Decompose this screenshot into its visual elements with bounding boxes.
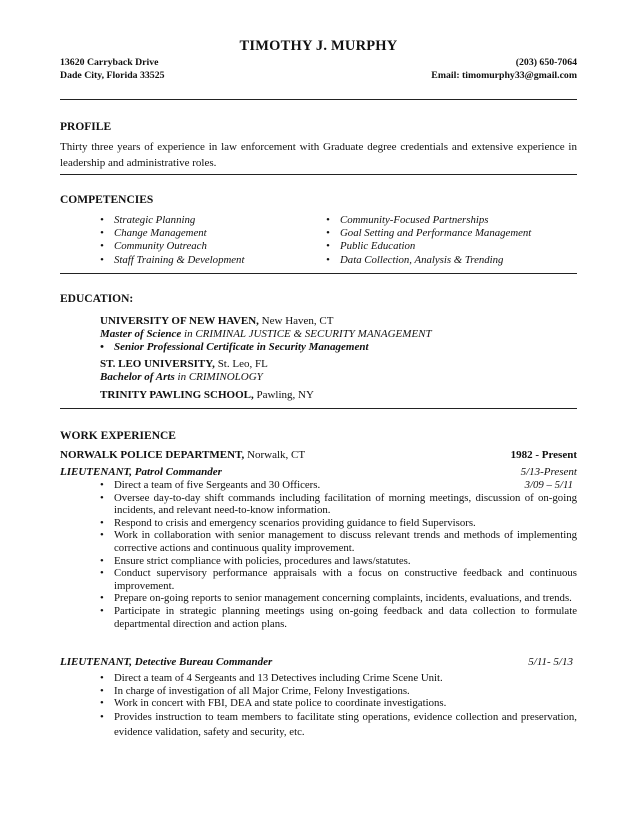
role-row: [60, 655, 577, 669]
list-item: • Participate in strategic planning meetings using on-going feedback and data collection to formulate departmental direction and action plans.: [100, 605, 577, 630]
address-city: Dade City, Florida 33525: [60, 70, 165, 81]
employer-location: Norwalk, CT: [244, 449, 306, 461]
competencies-heading: COMPETENCIES: [60, 194, 154, 206]
list-item: • Work in concert with FBI, DEA and state police to coordinate investigations.: [100, 697, 577, 710]
list-item: • Conduct supervisory performance appraisals with a focus on constructive feedback and continuous improvement.: [100, 567, 577, 592]
education-trinity: [100, 389, 432, 402]
role-dates: 5/11- 5/13: [528, 656, 573, 668]
list-item: • Direct a team of five Sergeants and 30 Officers.: [100, 479, 577, 492]
list-item: • Work in collaboration with senior management to discuss relevant trends and methods of implementing corrective actions and continuous quality improvement.: [100, 529, 577, 554]
certificate-list: [100, 341, 432, 354]
contact-block: [431, 56, 577, 82]
school-location: New Haven, CT: [258, 315, 334, 327]
role-title: LIEUTENANT, Detective Bureau Commander: [60, 656, 273, 668]
list-item: • Provides instruction to team members to facilitate sting operations, evidence collection and preservation, evidence validation, safety and security, etc.: [100, 710, 577, 741]
list-item: • Community Outreach: [100, 240, 244, 253]
education-heading: EDUCATION:: [60, 293, 134, 305]
candidate-name: TIMOTHY J. MURPHY: [239, 38, 398, 54]
list-item: • Oversee day-to-day shift commands including facilitation of morning meetings, discussion of on-going incidents, and relevant need-to-know information.: [100, 492, 577, 517]
degree-name: Bachelor of Arts: [100, 370, 175, 383]
role1-duties: [100, 479, 577, 630]
employer-name: NORWALK POLICE DEPARTMENT,: [60, 449, 245, 461]
competencies-left-list: [100, 214, 244, 267]
list-item: • Public Education: [326, 240, 531, 253]
divider: [60, 273, 577, 274]
list-item: • Staff Training & Development: [100, 254, 244, 267]
education-unh: [100, 315, 432, 328]
degree-line: [100, 328, 432, 341]
list-item: • Prepare on-going reports to senior management concerning complaints, incidents, evaluations, and trends.: [100, 592, 577, 605]
school-name: ST. LEO UNIVERSITY,: [100, 357, 215, 370]
role-dates: 5/13-Present: [520, 466, 577, 478]
divider: [60, 174, 577, 175]
list-item: • Goal Setting and Performance Management: [326, 227, 531, 240]
address-street: 13620 Carryback Drive: [60, 57, 159, 68]
list-item: • Change Management: [100, 227, 244, 240]
education-stleo: [100, 358, 432, 371]
education-entries: [100, 315, 432, 402]
work-heading: WORK EXPERIENCE: [60, 430, 176, 442]
degree-field: in CRIMINAL JUSTICE & SECURITY MANAGEMENT: [181, 328, 432, 341]
email-address: Email: timomurphy33@gmail.com: [431, 70, 577, 81]
profile-heading: PROFILE: [60, 121, 112, 133]
school-location: Pawling, NY: [253, 389, 314, 402]
employer-dates: 1982 - Present: [510, 449, 577, 461]
role-row: [60, 465, 577, 479]
degree-line: [100, 371, 432, 384]
list-item: • Direct a team of 4 Sergeants and 13 Detectives including Crime Scene Unit.: [100, 672, 577, 685]
school-location: St. Leo, FL: [214, 357, 268, 370]
divider: [60, 408, 577, 409]
degree-name: Master of Science: [100, 328, 182, 341]
competencies-right-list: [326, 214, 531, 267]
list-item: • In charge of investigation of all Major Crime, Felony Investigations.: [100, 685, 577, 698]
role-dates-secondary: 3/09 – 5/11: [524, 479, 573, 491]
certificate-item: • Senior Professional Certificate in Security Management: [100, 341, 432, 354]
role-title: LIEUTENANT, Patrol Commander: [60, 466, 222, 478]
degree-field: in CRIMINOLOGY: [174, 370, 263, 383]
role2-duties: [100, 672, 577, 741]
list-item: • Data Collection, Analysis & Trending: [326, 254, 531, 267]
school-name: UNIVERSITY OF NEW HAVEN,: [100, 315, 259, 327]
address-block: [60, 56, 165, 82]
employer-row: [60, 448, 577, 462]
school-name: TRINITY PAWLING SCHOOL,: [100, 389, 254, 402]
list-item: • Ensure strict compliance with policies, procedures and laws/statutes.: [100, 555, 577, 568]
profile-text: Thirty three years of experience in law enforcement with Graduate degree credentials and extensive experience in leadership and administrative roles.: [60, 141, 577, 169]
list-item: • Respond to crisis and emergency scenarios providing guidance to field Supervisors.: [100, 517, 577, 530]
divider: [60, 99, 577, 100]
list-item: • Community-Focused Partnerships: [326, 214, 531, 227]
phone-number: (203) 650-7064: [515, 57, 577, 68]
list-item: • Strategic Planning: [100, 214, 244, 227]
